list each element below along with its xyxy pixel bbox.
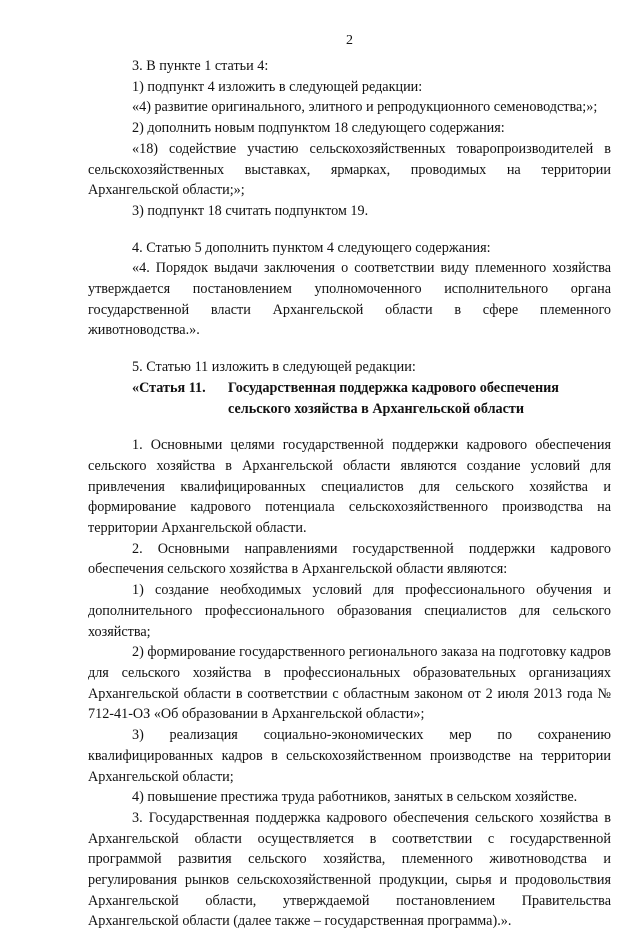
article-title: Государственная поддержка кадрового обеспечения сельского хозяйства в Архангельской области [228,379,559,417]
quoted-subitem-18: «18) содействие участию сельскохозяйственных товаропроизводителей в сельскохозяйственных выставках, ярмарках, проводимых на территории Архангельской области;»; [88,140,611,199]
article-point-3: 3. Государственная поддержка кадрового обеспечения сельского хозяйства в Архангельской области осуществляется в соответствии с государственной программой развития сельского хозяйства, племенного животноводства и регулирования рынков сельскохозяйственной продукции, сырья и продовольствия Архангельской области, утверждаемой постановлением Правительства Архангельской области (далее также – государственная программа).». [88,809,611,930]
spacer [88,222,611,238]
article-subpoint-4: 4) повышение престижа труда работников, занятых в сельском хозяйстве. [132,789,578,806]
spacer [88,419,611,435]
page-number: 2 [346,33,353,48]
quoted-point-4: «4. Порядок выдачи заключения о соответствии виду племенного хозяйства утверждается постановлением уполномоченного исполнительного органа государственной власти Архангельской области в сфере племенного животноводства.». [88,260,611,339]
article-number: «Статья 11. [132,379,206,396]
article-subpoint-3: 3) реализация социально-экономических мер по сохранению квалифицированных кадров в сельскохозяйственном производстве на территории Архангельской области; [88,727,611,785]
paragraph-item-4: 4. Статью 5 дополнить пунктом 4 следующего содержания: [132,239,491,256]
subitem-2: 2) дополнить новым подпунктом 18 следующего содержания: [132,120,505,137]
quoted-subitem-4: «4) развитие оригинального, элитного и репродукционного семеноводства;»; [132,99,598,116]
document-page [88,30,611,932]
article-subpoint-1: 1) создание необходимых условий для профессионального обучения и дополнительного профессионального образования специалистов для сельского хозяйства; [88,582,611,640]
paragraph-item-5: 5. Статью 11 изложить в следующей редакции: [132,359,416,376]
article-point-1: 1. Основными целями государственной поддержки кадрового обеспечения сельского хозяйства в Архангельской области являются создание условий для привлечения квалифицированных специалистов для сельского хозяйства и формирование кадрового потенциала сельскохозяйственного производства на территории Архангельской области. [88,437,611,537]
paragraph-item-3: 3. В пункте 1 статьи 4: [132,58,269,74]
article-point-2: 2. Основными направлениями государственной поддержки кадрового обеспечения сельского хозяйства в Архангельской области являются: [88,540,611,578]
article-subpoint-2: 2) формирование государственного регионального заказа на подготовку кадров для сельского хозяйства в профессиональных образовательных организациях Архангельской области в соответствии с областным законом от 2 июля 2013 года № 712-41-ОЗ «Об образовании в Архангельской области»; [88,644,611,723]
subitem-1: 1) подпункт 4 изложить в следующей редакции: [132,78,423,95]
subitem-3: 3) подпункт 18 считать подпунктом 19. [132,202,369,219]
spacer [88,341,611,357]
article-heading [88,378,611,419]
